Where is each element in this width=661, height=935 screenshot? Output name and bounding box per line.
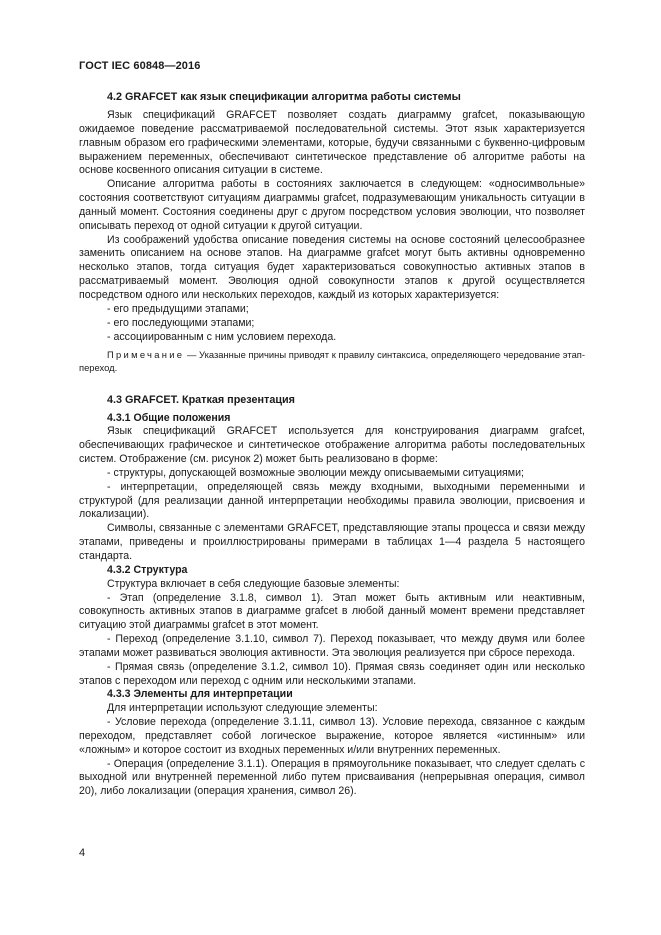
section-4-3-3-intro: Для интерпретации используют следующие элементы:	[107, 702, 378, 715]
section-4-3-2-intro: Структура включает в себя следующие базовые элементы:	[107, 577, 400, 590]
list-item: - Переход (определение 3.1.10, символ 7). Переход показывает, что между двумя или более этапами может развиваться эволюция активности. Эта эволюция реализуется при сбросе перехода.	[79, 633, 585, 659]
list-item: - структуры, допускающей возможные эволюции между описываемыми ситуациями;	[107, 466, 524, 479]
standard-header: ГОСТ IEC 60848—2016	[79, 60, 201, 72]
note-text: — Указанные причины приводят к правилу синтаксиса, определяющего чередование этап-переход.	[79, 349, 585, 373]
section-4-2-paragraph-3: Из соображений удобства описание поведения системы на основе состояний целесообразнее заменить описанием на основе этапов. На диаграмме grafcet могут быть активны одновременно несколько этапов, тогда ситуация будет характеризоваться совокупностью активных этапов в рассматриваемый момент. Эволюция одной совокупности этапов к другой осуществляется посредством одного или нескольких переходов, каждый из которых характеризуется:	[79, 233, 585, 301]
section-4-3-2-title: 4.3.2 Структура	[107, 563, 188, 576]
section-4-3-1-paragraph-1: Язык спецификаций GRAFCET используется для конструирования диаграмм grafcet, обеспечивающих графическое и синтетическое отображение алгоритма работы последовательных систем. Отображение (см. рисунок 2) может быть реализовано в форме:	[79, 425, 585, 466]
section-4-3-1-paragraph-2: Символы, связанные с элементами GRAFCET, представляющие этапы процесса и связи между этапами, приведены и проиллюстрированы примерами в таблицах 1—4 раздела 5 настоящего стандарта.	[79, 522, 585, 562]
list-item: - его предыдущими этапами;	[107, 302, 249, 315]
note-label: Примечание	[107, 349, 185, 361]
document-body	[79, 90, 585, 799]
note	[79, 349, 585, 374]
page-number: 4	[79, 847, 86, 859]
section-4-2-paragraph-1: Язык спецификаций GRAFCET позволяет создать диаграмму grafcet, показывающую ожидаемое поведение рассматриваемой последовательной системы. Этот язык характеризуется главным образом его графическими элементами, которые, будучи связанными с буквенно-цифровым выражением переменных, обеспечивают синтетическое представление об алгоритме работы на основе косвенного описания ситуации в системе.	[79, 109, 585, 177]
list-item: - Этап (определение 3.1.8, символ 1). Этап может быть активным или неактивным, совокупность активных этапов в диаграмме grafcet в любой данный момент времени представляет ситуацию этой диаграммы grafcet в этот момент.	[79, 591, 585, 632]
list-item: - Операция (определение 3.1.1). Операция в прямоугольнике показывает, что следует сделать с выходной или внутренней переменной либо путем присваивания (непрерывная операция, символ 20), либо локализации (операция хранения, символ 26).	[79, 757, 585, 798]
section-4-2-paragraph-2: Описание алгоритма работы в состояниях заключается в следующем: «односимвольные» состояния соответствуют ситуациям диаграммы grafcet, подразумевающим уникальность ситуации в данный момент. Состояния соединены друг с другом посредством условия эволюции, что позволяет описывать переход от одной ситуации к другой ситуации.	[79, 178, 585, 232]
section-4-2-title: 4.2 GRAFCET как язык спецификации алгоритма работы системы	[107, 91, 461, 103]
list-item: - интерпретации, определяющей связь между входными, выходными переменными и структурой (для реализации данной интерпретации необходимы правила эволюции, присвоения и локализации).	[79, 480, 585, 521]
list-item: - Условие перехода (определение 3.1.11, символ 13). Условие перехода, связанное с каждым переходом, представляет собой логическое выражение, которое является «истинным» или «ложным» и которое состоит из входных переменных и/или внутренних переменных.	[79, 716, 585, 756]
list-item: - его последующими этапами;	[107, 316, 255, 329]
section-4-3-title: 4.3 GRAFCET. Краткая презентация	[107, 393, 295, 406]
list-item: - Прямая связь (определение 3.1.2, символ 10). Прямая связь соединяет один или несколько этапов с переходом или переход с одним или несколькими этапами.	[79, 660, 585, 687]
list-item: - ассоциированным с ним условием перехода.	[107, 330, 337, 343]
section-4-3-3-title: 4.3.3 Элементы для интерпретации	[107, 688, 293, 701]
section-4-3-1-title: 4.3.1 Общие положения	[107, 411, 231, 424]
